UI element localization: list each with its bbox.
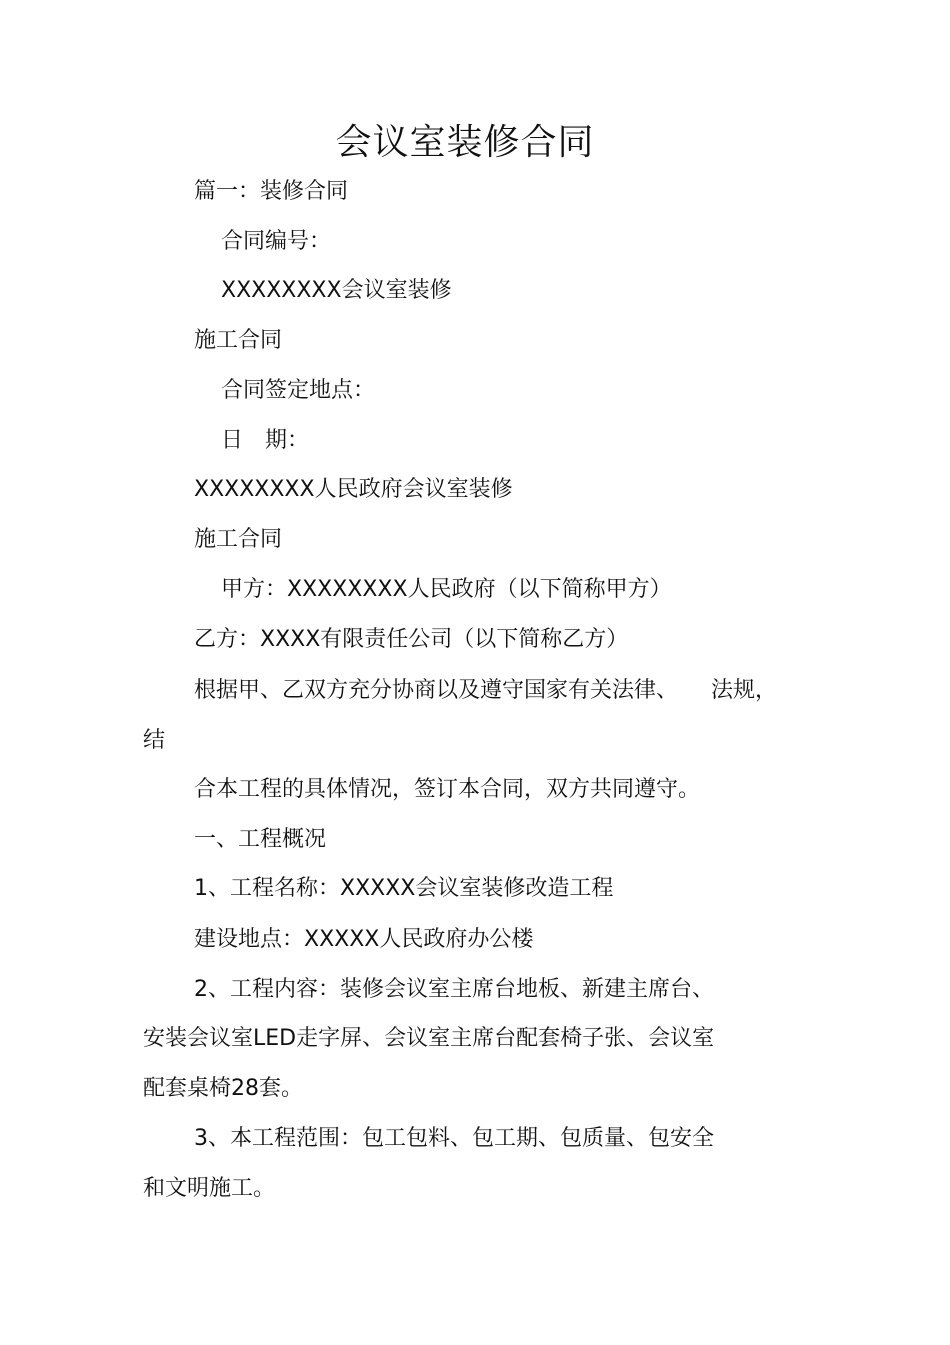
signing-place-label: 合同签定地点： [221, 378, 376, 403]
contract-name-line: XXXXXXXX会议室装修 [221, 278, 452, 303]
section-title-overview: 一、工程概况 [194, 827, 327, 852]
project-content-line-2: 安装会议室LED走字屏、会议室主席台配套椅子张、会议室 [143, 1026, 715, 1051]
project-scope-line-2: 和文明施工。 [143, 1176, 276, 1201]
party-a-line: 甲方：XXXXXXXX人民政府（以下简称甲方） [221, 577, 672, 602]
project-content-line-1: 2、工程内容：装修会议室主席台地板、新建主席台、 [194, 977, 714, 1002]
preamble-line-2: 结 [143, 728, 166, 753]
preamble-line-3: 合本工程的具体情况，签订本合同，双方共同遵守。 [194, 777, 701, 802]
document-title: 会议室装修合同 [335, 122, 595, 163]
project-content-line-3: 配套桌椅28套。 [143, 1076, 303, 1101]
preamble-line-1: 根据甲、乙双方充分协商以及遵守国家有关法律、 法规， [194, 678, 778, 703]
date-label: 日 期： [221, 428, 310, 453]
project-location-line: 建设地点：XXXXX人民政府办公楼 [194, 927, 534, 952]
party-b-line: 乙方：XXXX有限责任公司（以下简称乙方） [194, 627, 629, 652]
project-scope-line-1: 3、本工程范围：包工包料、包工期、包质量、包安全 [194, 1126, 714, 1151]
section-heading: 篇一：装修合同 [194, 179, 349, 204]
contract-number-label: 合同编号： [221, 229, 332, 254]
contract-full-name-line-cont: 施工合同 [194, 527, 283, 552]
project-name-line: 1、工程名称：XXXXX会议室装修改造工程 [194, 876, 614, 901]
contract-name-line-cont: 施工合同 [194, 328, 283, 353]
contract-full-name-line: XXXXXXXX人民政府会议室装修 [194, 477, 513, 502]
